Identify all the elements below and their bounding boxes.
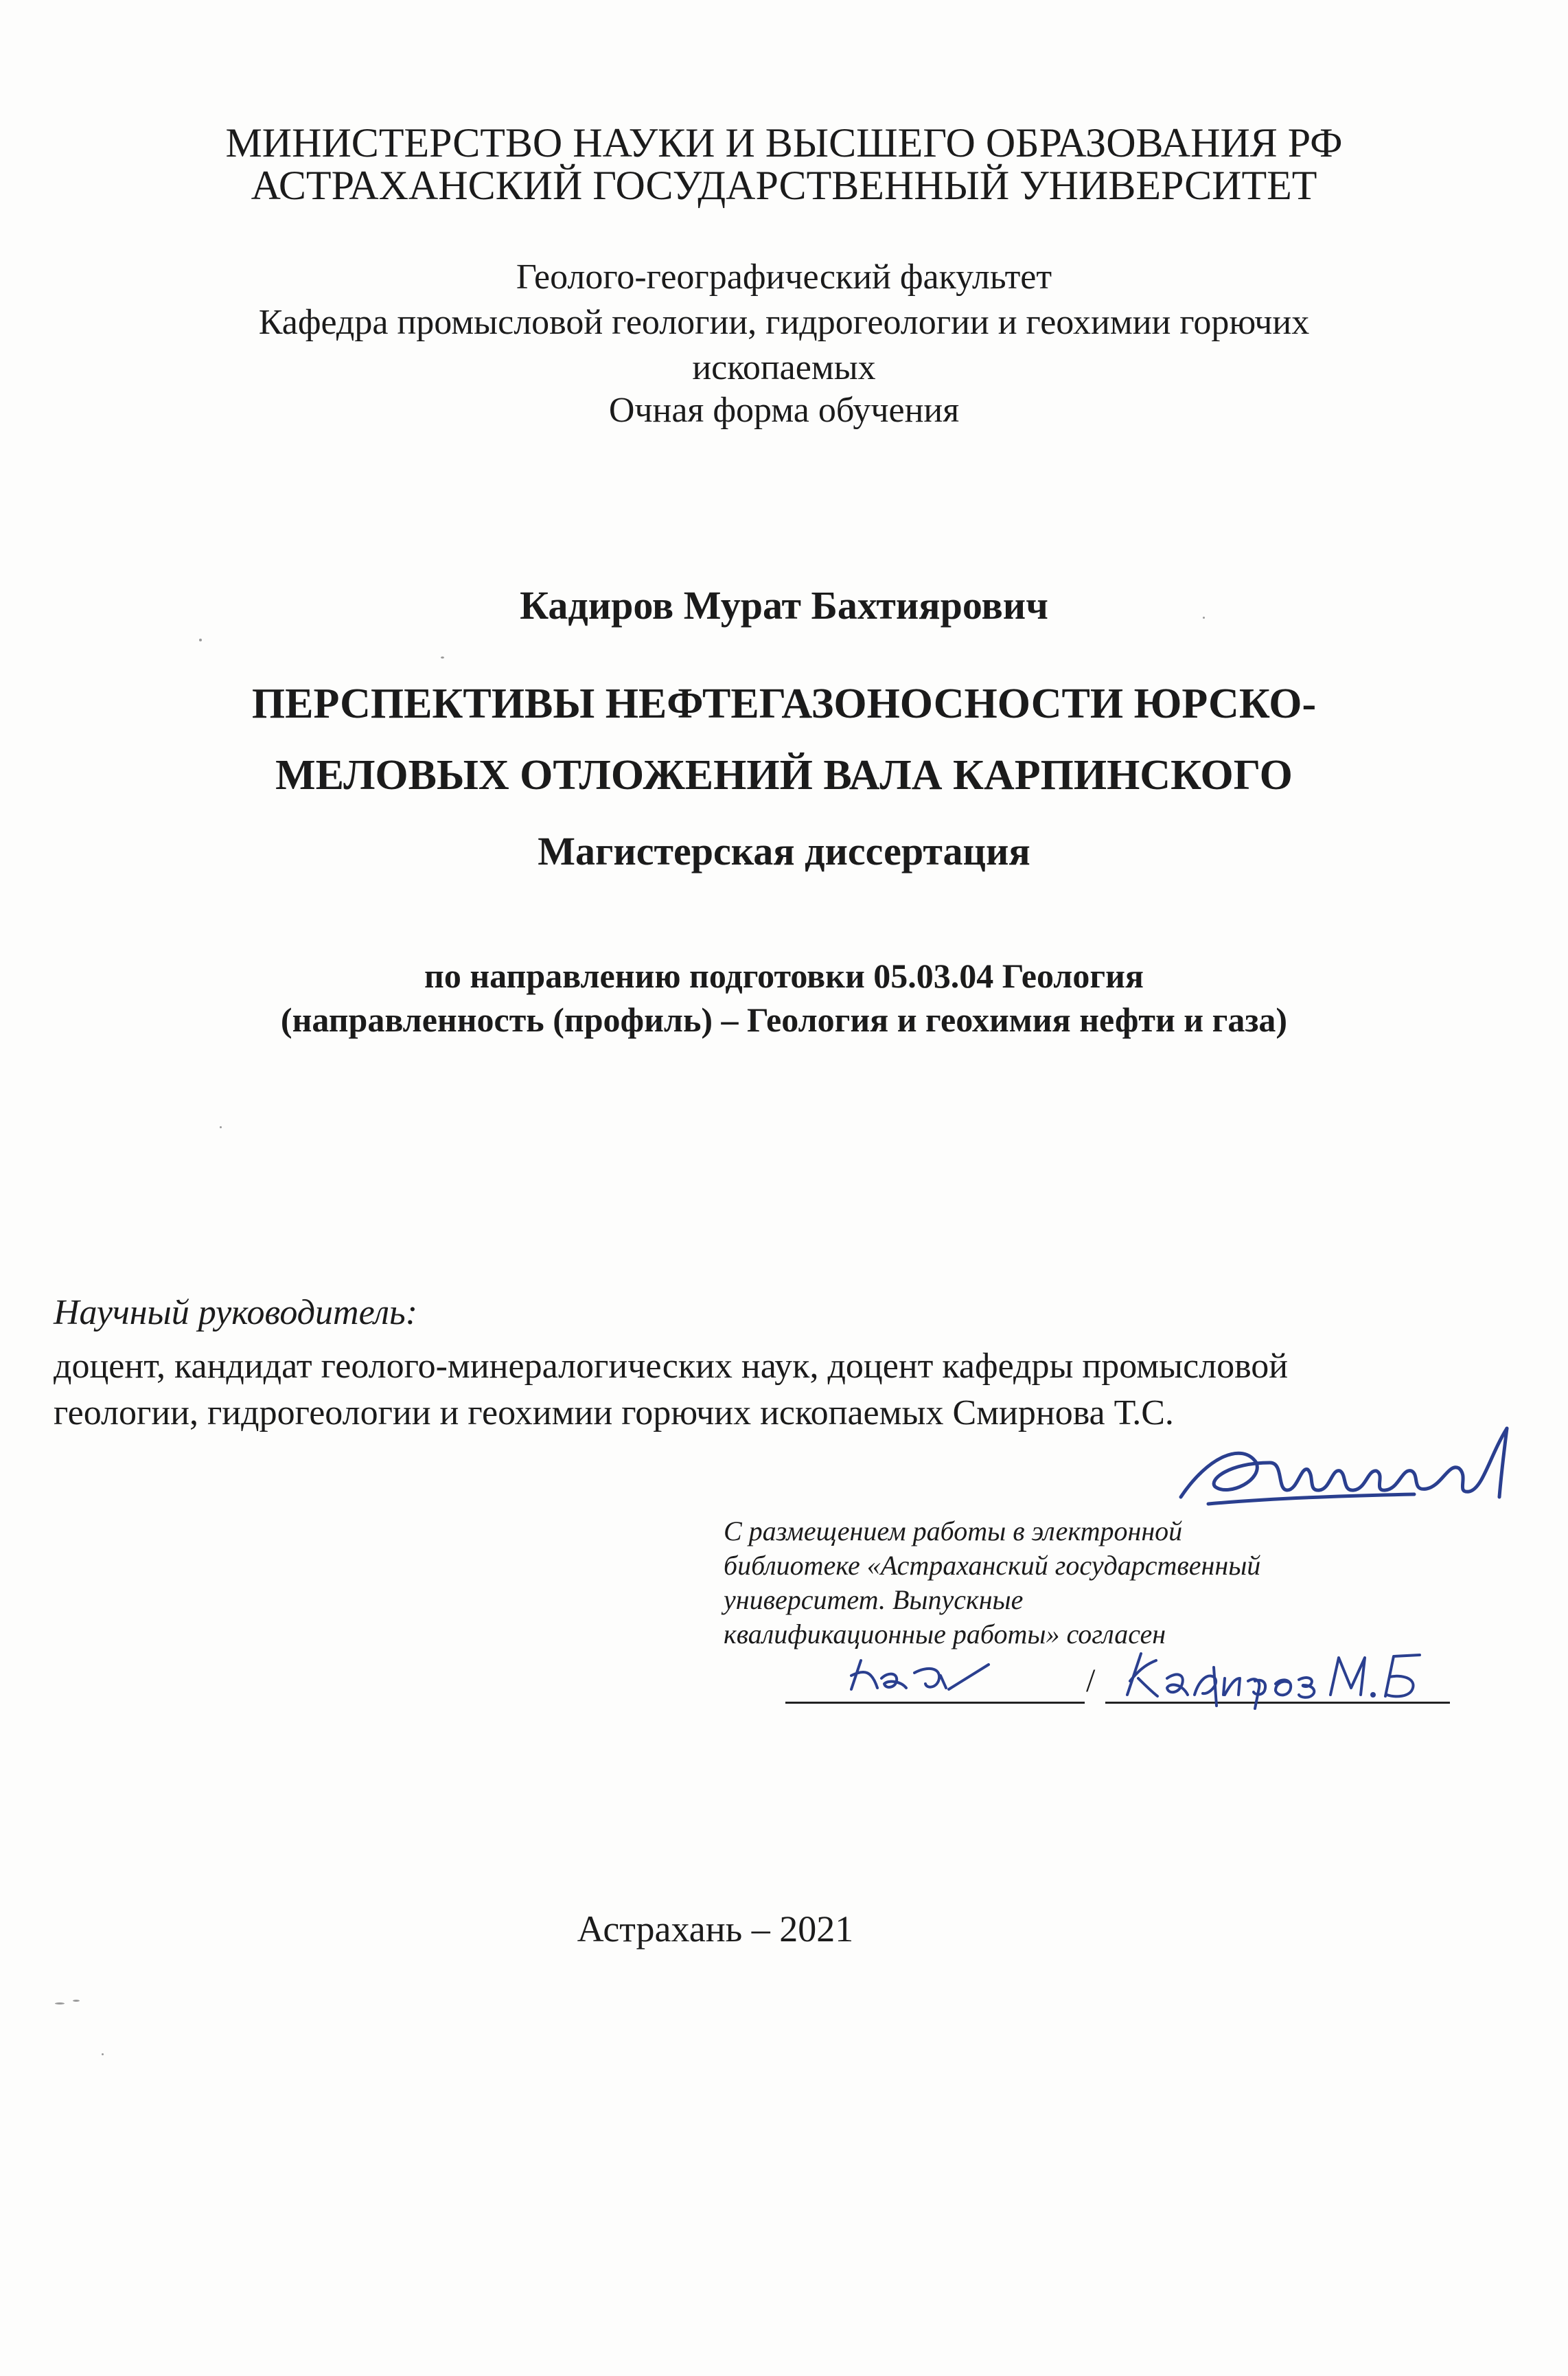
consent-line3: университет. Выпускные bbox=[724, 1584, 1024, 1615]
department-name-line1: Кафедра промысловой геологии, гидрогеологии и геохимии горючих bbox=[258, 303, 1310, 342]
supervisor-line1: доцент, кандидат геолого-минералогических наук, доцент кафедры промысловой bbox=[54, 1347, 1289, 1386]
scan-speck bbox=[73, 2000, 80, 2002]
scan-speck bbox=[441, 656, 444, 659]
work-type: Магистерская диссертация bbox=[538, 829, 1030, 873]
supervisor-label: Научный руководитель: bbox=[54, 1293, 418, 1332]
supervisor-signature bbox=[1167, 1415, 1524, 1518]
scan-speck bbox=[55, 2002, 65, 2004]
study-form: Очная форма обучения bbox=[608, 391, 960, 430]
supervisor-line2: геологии, гидрогеологии и геохимии горючих ископаемых Смирнова Т.С. bbox=[54, 1393, 1174, 1432]
direction-line1: по направлению подготовки 05.03.04 Геология bbox=[424, 957, 1144, 995]
consent-line2: библиотеке «Астраханский государственный bbox=[724, 1550, 1261, 1581]
scan-speck bbox=[1203, 617, 1205, 619]
ministry-name: МИНИСТЕРСТВО НАУКИ И ВЫСШЕГО ОБРАЗОВАНИЯ РФ bbox=[225, 120, 1343, 165]
scan-speck bbox=[199, 639, 202, 641]
scan-speck bbox=[102, 2053, 104, 2055]
signature-separator: / bbox=[1086, 1663, 1096, 1699]
city-year: Астрахань – 2021 bbox=[577, 1908, 854, 1950]
faculty-name: Геолого-географический факультет bbox=[516, 258, 1052, 297]
department-name-line2: ископаемых bbox=[692, 348, 876, 387]
scan-speck bbox=[220, 1126, 222, 1128]
consent-line4: квалификационные работы» согласен bbox=[724, 1619, 1166, 1649]
thesis-title-line1: ПЕРСПЕКТИВЫ НЕФТЕГАЗОНОСНОСТИ ЮРСКО- bbox=[251, 681, 1317, 727]
consent-line1: С размещением работы в электронной bbox=[724, 1516, 1183, 1546]
thesis-title-line2: МЕЛОВЫХ ОТЛОЖЕНИЙ ВАЛА КАРПИНСКОГО bbox=[275, 752, 1293, 799]
author-name: Кадиров Мурат Бахтиярович bbox=[520, 583, 1048, 628]
direction-line2: (направленность (профиль) – Геология и геохимия нефти и газа) bbox=[280, 1001, 1288, 1039]
student-handwritten-name bbox=[1114, 1640, 1457, 1709]
university-name: АСТРАХАНСКИЙ ГОСУДАРСТВЕННЫЙ УНИВЕРСИТЕТ bbox=[251, 163, 1317, 208]
student-signature bbox=[838, 1648, 1002, 1703]
